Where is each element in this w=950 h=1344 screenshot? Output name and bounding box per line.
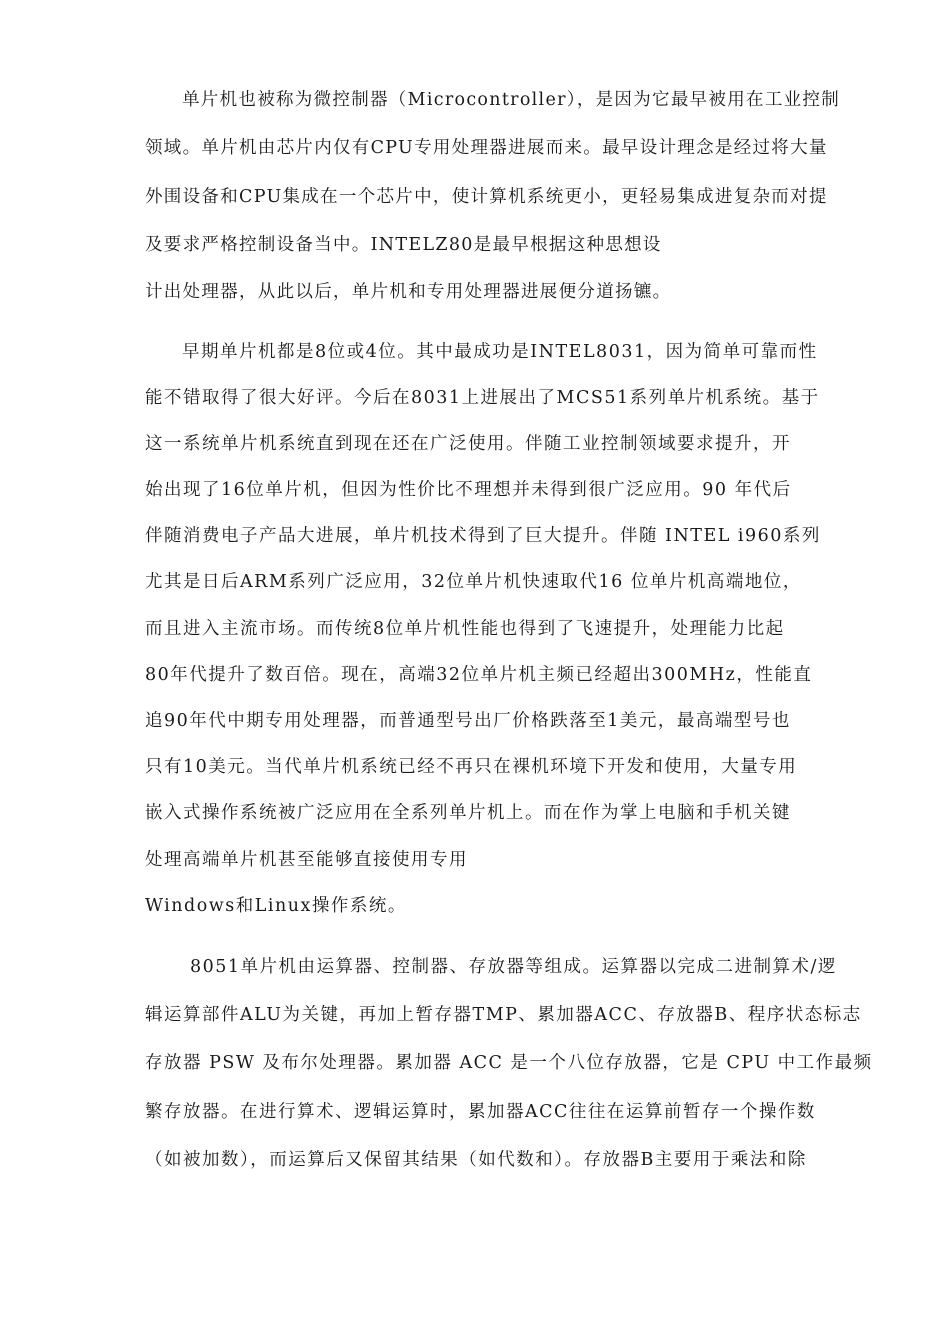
paragraph-2-line-13: Windows和Linux操作系统。 xyxy=(145,896,407,916)
paragraph-2-line-7: 而且进入主流市场。而传统8位单片机性能也得到了飞速提升，处理能力比起 xyxy=(145,619,785,639)
paragraph-3-line-4: 繁存放器。在进行算术、逻辑运算时，累加器ACC往往在运算前暂存一个操作数 xyxy=(145,1102,816,1122)
paragraph-2-line-2: 能不错取得了很大好评。今后在8031上进展出了MCS51系列单片机系统。基于 xyxy=(145,388,820,408)
paragraph-2-line-3: 这一系统单片机系统直到现在还在广泛使用。伴随工业控制领域要求提升，开 xyxy=(145,434,791,454)
paragraph-3-line-2: 辑运算部件ALU为关键，再加上暂存器TMP、累加器ACC、存放器B、程序状态标志 xyxy=(145,1005,862,1025)
paragraph-2-line-1: 早期单片机都是8位或4位。其中最成功是INTEL8031，因为简单可靠而性 xyxy=(182,342,818,362)
paragraph-2-line-12: 处理高端单片机甚至能够直接使用专用 xyxy=(145,850,468,870)
paragraph-1-line-5: 计出处理器，从此以后，单片机和专用处理器进展便分道扬镳。 xyxy=(145,282,672,302)
paragraph-3-line-5: （如被加数），而运算后又保留其结果（如代数和）。存放器B主要用于乘法和除 xyxy=(145,1150,807,1170)
paragraph-2-line-9: 追90年代中期专用处理器，而普通型号出厂价格跌落至1美元，最高端型号也 xyxy=(145,711,791,731)
paragraph-2-line-8: 80年代提升了数百倍。现在，高端32位单片机主频已经超出300MHz，性能直 xyxy=(145,665,813,685)
paragraph-3-line-1: 8051单片机由运算器、控制器、存放器等组成。运算器以完成二进制算术/逻 xyxy=(190,957,837,977)
paragraph-2-line-10: 只有10美元。当代单片机系统已经不再只在裸机环境下开发和使用，大量专用 xyxy=(145,757,798,777)
paragraph-2-line-4: 始出现了16位单片机，但因为性价比不理想并未得到很广泛应用。90 年代后 xyxy=(145,480,792,500)
paragraph-2-line-5: 伴随消费电子产品大进展，单片机技术得到了巨大提升。伴随 INTEL i960系列 xyxy=(145,526,821,546)
paragraph-1-line-3: 外围设备和CPU集成在一个芯片中，使计算机系统更小，更轻易集成进复杂而对提 xyxy=(145,187,828,207)
paragraph-1-line-1: 单片机也被称为微控制器（Microcontroller），是因为它最早被用在工业控制 xyxy=(182,90,841,110)
paragraph-1-line-2: 领域。单片机由芯片内仅有CPU专用处理器进展而来。最早设计理念是经过将大量 xyxy=(145,138,828,158)
paragraph-1-line-4: 及要求严格控制设备当中。INTELZ80是最早根据这种思想设 xyxy=(145,235,662,255)
paragraph-2-line-11: 嵌入式操作系统被广泛应用在全系列单片机上。而在作为掌上电脑和手机关键 xyxy=(145,803,791,823)
paragraph-3-line-3: 存放器 PSW 及布尔处理器。累加器 ACC 是一个八位存放器，它是 CPU 中工作最频 xyxy=(145,1053,873,1073)
paragraph-2-line-6: 尤其是日后ARM系列广泛应用，32位单片机快速取代16 位单片机高端地位， xyxy=(145,572,802,592)
